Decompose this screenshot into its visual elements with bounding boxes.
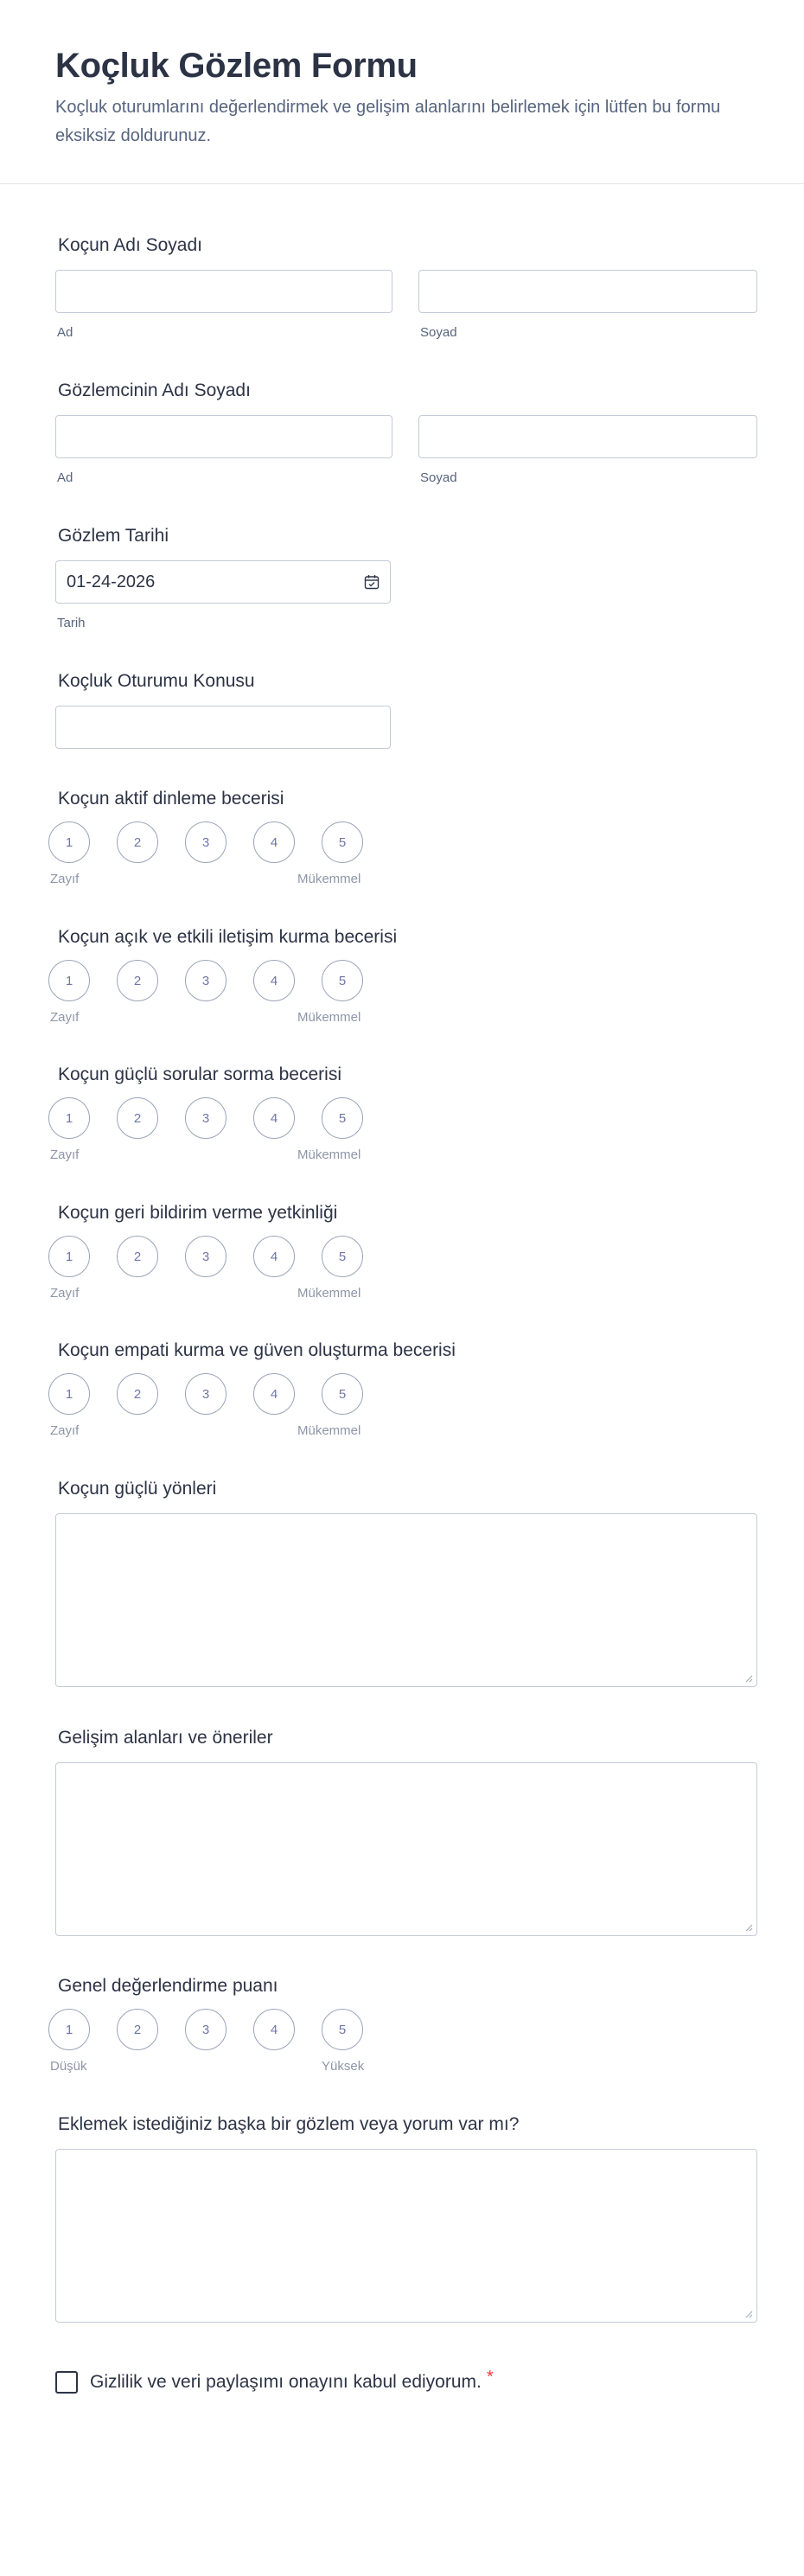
rating-option-1[interactable]: 1	[48, 1373, 90, 1415]
rating-empathy	[50, 1339, 757, 1442]
observer-first-name-input[interactable]	[55, 415, 392, 458]
rating-low-label: Zayıf	[50, 1010, 80, 1025]
rating-option-3[interactable]: 3	[185, 821, 227, 863]
consent-label[interactable]: Gizlilik ve veri paylaşımı onayını kabul ediyorum.	[90, 2372, 482, 2392]
rating-option-1[interactable]: 1	[48, 1097, 90, 1139]
rating-option-4[interactable]: 4	[253, 1097, 295, 1139]
rating-high-label: Yüksek	[322, 2059, 365, 2074]
rating-option-2[interactable]: 2	[117, 960, 158, 1001]
date-value: 01-24-2026	[67, 572, 156, 591]
resize-grip-icon[interactable]	[744, 1674, 753, 1683]
date-input[interactable]	[55, 560, 391, 604]
rating-high-label: Mükemmel	[297, 1010, 361, 1025]
rating-option-3[interactable]: 3	[185, 960, 227, 1001]
coach-name-field	[55, 233, 757, 346]
rating-label: Koçun güçlü sorular sorma becerisi	[58, 1064, 341, 1084]
rating-option-3[interactable]: 3	[185, 2009, 227, 2050]
rating-label: Koçun geri bildirim verme yetkinliği	[58, 1203, 338, 1223]
rating-option-4[interactable]: 4	[253, 2009, 295, 2050]
rating-high-label: Mükemmel	[297, 1147, 361, 1162]
overall-rating-field	[50, 1974, 757, 2078]
rating-high-label: Mükemmel	[297, 1286, 361, 1301]
observer-name-field	[55, 379, 757, 491]
rating-option-5[interactable]: 5	[322, 2009, 363, 2050]
strengths-label: Koçun güçlü yönleri	[58, 1479, 217, 1499]
strengths-field	[55, 1477, 757, 1693]
rating-low-label: Zayıf	[50, 1423, 80, 1438]
comments-field	[55, 2113, 757, 2329]
observer-name-label: Gözlemcinin Adı Soyadı	[58, 380, 251, 400]
rating-option-4[interactable]: 4	[253, 960, 295, 1001]
rating-option-2[interactable]: 2	[117, 1236, 158, 1277]
overall-rating-label: Genel değerlendirme puanı	[58, 1976, 278, 1996]
rating-feedback	[50, 1201, 757, 1305]
observer-first-name-sublabel: Ad	[57, 470, 73, 485]
coach-last-name-input[interactable]	[418, 270, 757, 313]
rating-low-label: Zayıf	[50, 1147, 80, 1162]
resize-grip-icon[interactable]	[744, 2310, 753, 2318]
session-topic-label: Koçluk Oturumu Konusu	[58, 671, 255, 691]
rating-option-1[interactable]: 1	[48, 2009, 90, 2050]
coach-name-label: Koçun Adı Soyadı	[58, 235, 202, 255]
rating-option-5[interactable]: 5	[322, 1236, 363, 1277]
rating-low-label: Düşük	[50, 2059, 87, 2074]
coach-first-name-input[interactable]	[55, 270, 392, 313]
rating-option-5[interactable]: 5	[322, 821, 363, 863]
rating-label: Koçun empati kurma ve güven oluşturma becerisi	[58, 1340, 456, 1360]
rating-option-5[interactable]: 5	[322, 1373, 363, 1415]
form-title: Koçluk Gözlem Formu	[55, 47, 418, 85]
rating-option-3[interactable]: 3	[185, 1373, 227, 1415]
rating-high-label: Mükemmel	[297, 1423, 361, 1438]
rating-option-2[interactable]: 2	[117, 821, 158, 863]
rating-powerful-questions	[50, 1063, 757, 1167]
coach-first-name-sublabel: Ad	[57, 325, 73, 340]
consent-checkbox[interactable]	[55, 2371, 78, 2394]
comments-textarea[interactable]	[55, 2149, 757, 2323]
rating-option-4[interactable]: 4	[253, 1236, 295, 1277]
session-topic-field	[55, 669, 757, 773]
rating-label: Koçun açık ve etkili iletişim kurma becerisi	[58, 927, 398, 947]
form-header	[0, 0, 804, 184]
rating-option-3[interactable]: 3	[185, 1097, 227, 1139]
rating-option-4[interactable]: 4	[253, 1373, 295, 1415]
observation-date-field	[55, 524, 757, 636]
improvements-label: Gelişim alanları ve öneriler	[58, 1728, 273, 1748]
rating-option-1[interactable]: 1	[48, 1236, 90, 1277]
rating-option-1[interactable]: 1	[48, 960, 90, 1001]
improvements-field	[55, 1726, 757, 1942]
resize-grip-icon[interactable]	[744, 1923, 753, 1932]
rating-option-3[interactable]: 3	[185, 1236, 227, 1277]
rating-low-label: Zayıf	[50, 1286, 80, 1301]
rating-option-1[interactable]: 1	[48, 821, 90, 863]
session-topic-input[interactable]	[55, 706, 391, 749]
rating-scale	[48, 960, 377, 1025]
observer-last-name-input[interactable]	[418, 415, 757, 458]
rating-option-4[interactable]: 4	[253, 821, 295, 863]
comments-label: Eklemek istediğiniz başka bir gözlem veya yorum var mı?	[58, 2114, 520, 2134]
rating-high-label: Mükemmel	[297, 872, 361, 886]
date-sublabel: Tarih	[57, 616, 86, 630]
rating-scale	[48, 1373, 377, 1438]
observer-last-name-sublabel: Soyad	[420, 470, 457, 485]
consent-field	[55, 2369, 494, 2395]
required-mark: *	[486, 2367, 494, 2387]
rating-scale	[48, 821, 377, 886]
strengths-textarea[interactable]	[55, 1513, 757, 1687]
coach-last-name-sublabel: Soyad	[420, 325, 457, 340]
rating-option-2[interactable]: 2	[117, 1373, 158, 1415]
rating-scale	[48, 1236, 377, 1301]
rating-communication	[50, 925, 757, 1029]
rating-option-5[interactable]: 5	[322, 1097, 363, 1139]
rating-scale	[48, 1097, 377, 1162]
rating-option-2[interactable]: 2	[117, 2009, 158, 2050]
form-description: Koçluk oturumlarını değerlendirmek ve gelişim alanlarını belirlemek için lütfen bu formu eksiksiz doldurunuz.	[55, 98, 721, 145]
improvements-textarea[interactable]	[55, 1762, 757, 1936]
rating-active-listening	[50, 787, 757, 891]
observation-date-label: Gözlem Tarihi	[58, 526, 169, 546]
rating-option-5[interactable]: 5	[322, 960, 363, 1001]
rating-low-label: Zayıf	[50, 872, 80, 886]
rating-label: Koçun aktif dinleme becerisi	[58, 789, 284, 809]
calendar-icon[interactable]	[364, 574, 380, 590]
rating-scale	[48, 2009, 377, 2074]
rating-option-2[interactable]: 2	[117, 1097, 158, 1139]
